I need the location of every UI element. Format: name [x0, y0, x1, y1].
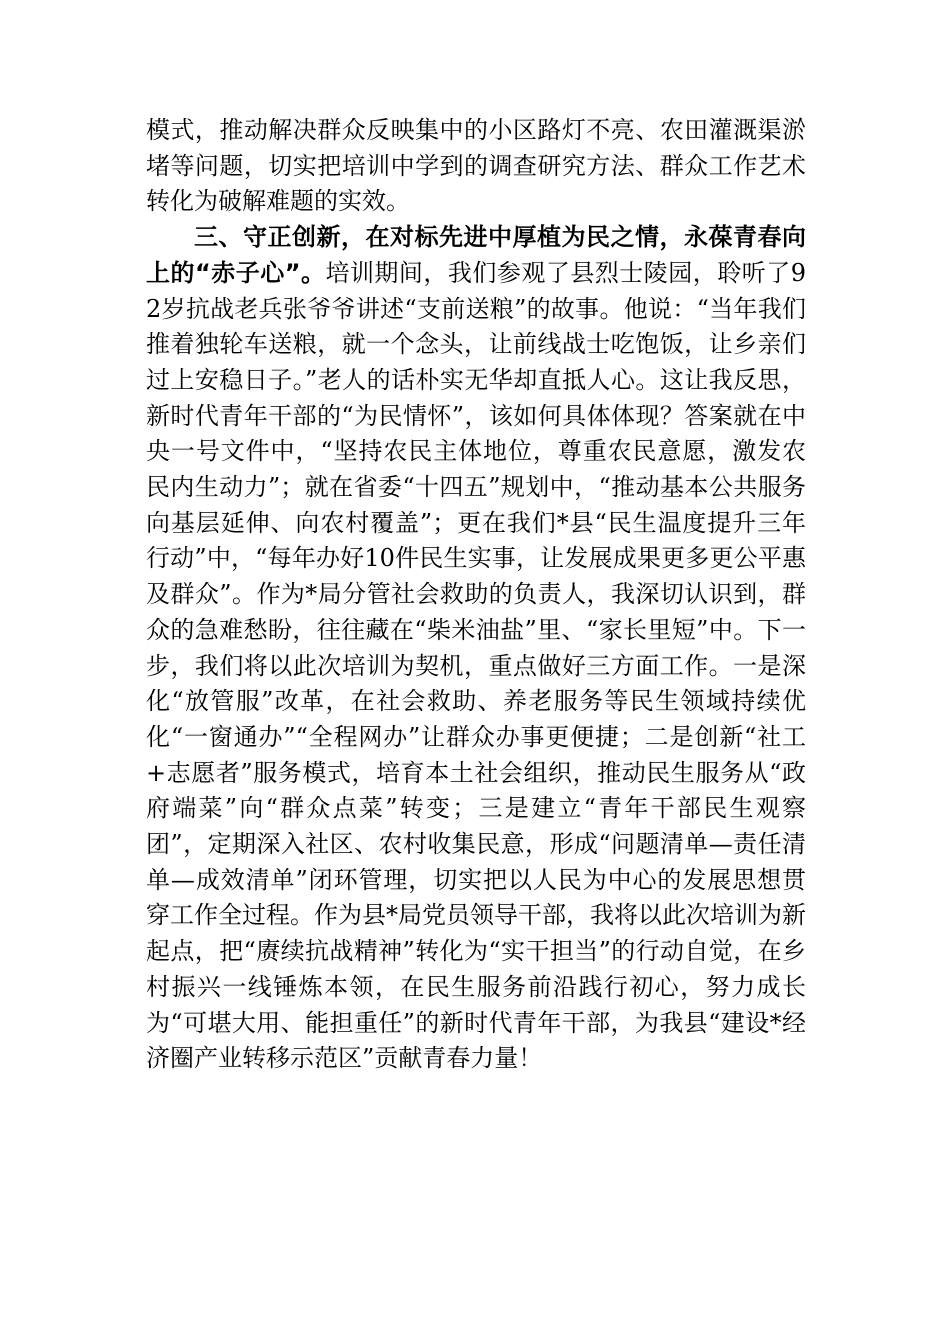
- paragraph-continuation: 模式，推动解决群众反映集中的小区路灯不亮、农田灌溉渠淤堵等问题，切实把培训中学到的调查研究方法、群众工作艺术转化为破解难题的实效。: [146, 116, 806, 216]
- section-heading: 三、守正创新，在对标先进中厚植为民之情，永葆青春向上的“赤子心”。: [146, 223, 806, 287]
- document-page: [146, 113, 806, 1077]
- section-body: 培训期间，我们参观了县烈士陵园，聆听了92岁抗战老兵张爷爷讲述“支前送粮”的故事。他说：“当年我们推着独轮车送粮，就一个念头，让前线战士吃饱饭，让乡亲们过上安稳日子。”老人的话朴实无华却直抵人心。这让我反思，新时代青年干部的“为民情怀”，该如何具体体现？答案就在中央一号文件中，“坚持农民主体地位，尊重农民意愿，激发农民内生动力”；就在省委“十四五”规划中，“推动基本公共服务向基层延伸、向农村覆盖”；更在我们*县“民生温度提升三年行动”中，“每年办好10件民生实事，让发展成果更多更公平惠及群众”。作为*局分管社会救助的负责人，我深切认识到，群众的急难愁盼，往往藏在“柴米油盐”里、“家长里短”中。下一步，我们将以此次培训为契机，重点做好三方面工作。一是深化“放管服”改革，在社会救助、养老服务等民生领域持续优化“一窗通办”“全程网办”让群众办事更便捷；二是创新“社工+志愿者”服务模式，培育本土社会组织，推动民生服务从“政府端菜”向“群众点菜”转变；三是建立“青年干部民生观察团”，定期深入社区、农村收集民意，形成“问题清单—责任清单—成效清单”闭环管理，切实把以人民为中心的发展思想贯穿工作全过程。作为县*局党员领导干部，我将以此次培训为新起点，把“赓续抗战精神”转化为“实干担当”的行动自觉，在乡村振兴一线锤炼本领，在民生服务前沿践行初心，努力成长为“可堪大用、能担重任”的新时代青年干部，为我县“建设*经济圈产业转移示范区”贡献青春力量！: [146, 258, 806, 1073]
- paragraph-section-three: [146, 220, 806, 1077]
